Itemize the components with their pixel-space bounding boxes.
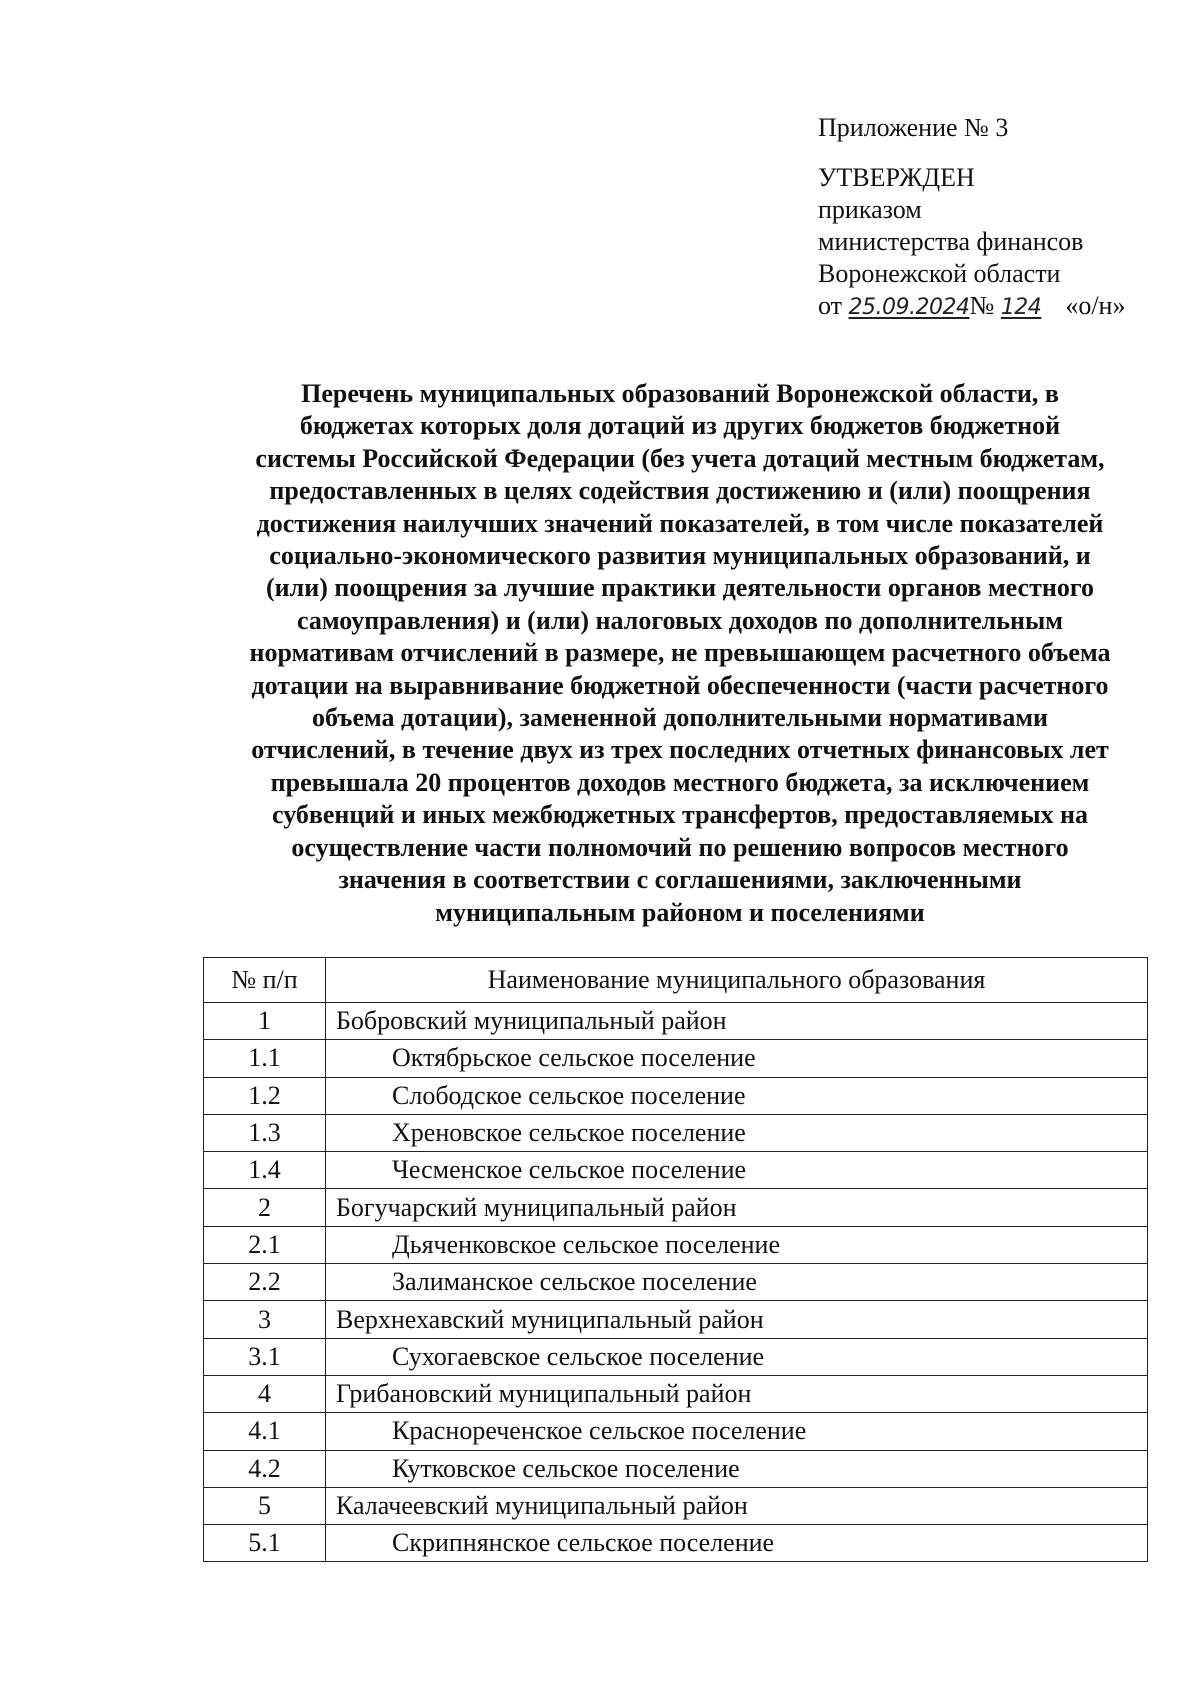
row-number: 2.2 (204, 1264, 326, 1301)
settlement-name: Краснореченское сельское поселение (326, 1413, 1148, 1450)
table-row (204, 1525, 1148, 1562)
title-line: системы Российской Федерации (без учета дотаций местным бюджетам, (255, 443, 1105, 473)
settlement-name: Чесменское сельское поселение (326, 1152, 1148, 1189)
district-name: Богучарский муниципальный район (326, 1189, 1148, 1226)
row-number: 3 (204, 1301, 326, 1338)
handwritten-number: 124 (1000, 295, 1042, 320)
row-number: 1.2 (204, 1077, 326, 1114)
row-number: 1.4 (204, 1152, 326, 1189)
row-number: 2.1 (204, 1226, 326, 1263)
row-number: 4 (204, 1375, 326, 1412)
order-suffix: «о/н» (1065, 291, 1126, 320)
table-header-row (204, 958, 1148, 1003)
table-row (204, 1189, 1148, 1226)
title-line: превышала 20 процентов доходов местного бюджета, за исключением (270, 767, 1090, 797)
row-number: 5.1 (204, 1525, 326, 1562)
district-name: Калачеевский муниципальный район (326, 1487, 1148, 1524)
row-number: 4.1 (204, 1413, 326, 1450)
title-line: социально-экономического развития муниципальных образований, и (269, 541, 1091, 571)
title-line: предоставленных в целях содействия достижению и (или) поощрения (269, 476, 1091, 506)
title-line: самоуправления) и (или) налоговых доходов по дополнительным (297, 605, 1063, 635)
table-row (204, 1226, 1148, 1263)
table-row (204, 1375, 1148, 1412)
settlement-name: Октябрьское сельское поселение (326, 1040, 1148, 1077)
table-row (204, 1487, 1148, 1524)
title-line: Перечень муниципальных образований Воронежской области, в (301, 379, 1059, 408)
table-row (204, 1264, 1148, 1301)
row-number: 1.3 (204, 1114, 326, 1151)
approved-label: УТВЕРЖДЕН (818, 163, 975, 192)
row-number: 1 (204, 1003, 326, 1040)
municipalities-table (203, 957, 1148, 1562)
row-number: 2 (204, 1189, 326, 1226)
row-number: 1.1 (204, 1040, 326, 1077)
title-line: нормативам отчислений в размере, не превышающем расчетного объема (249, 638, 1111, 668)
title-line: (или) поощрения за лучшие практики деятельности органов местного (266, 573, 1094, 603)
approval-date-line (818, 290, 1125, 324)
title-line: значения в соответствии с соглашениями, заключенными (338, 865, 1022, 895)
title-line: осуществление части полномочий по решению вопросов местного (291, 832, 1069, 862)
table-row (204, 1450, 1148, 1487)
settlement-name: Кутковское сельское поселение (326, 1450, 1148, 1487)
table-row (204, 1152, 1148, 1189)
table-body (204, 1003, 1148, 1562)
table-row (204, 1003, 1148, 1040)
title-line: достижения наилучших значений показателей, в том числе показателей (256, 508, 1104, 538)
approval-line-1: приказом (818, 195, 922, 224)
settlement-name: Слободское сельское поселение (326, 1077, 1148, 1114)
district-name: Верхнехавский муниципальный район (326, 1301, 1148, 1338)
district-name: Бобровский муниципальный район (326, 1003, 1148, 1040)
approval-block (818, 112, 1125, 324)
settlement-name: Дьяченковское сельское поселение (326, 1226, 1148, 1263)
from-prefix: от (818, 291, 843, 320)
settlement-name: Хреновское сельское поселение (326, 1114, 1148, 1151)
table-row (204, 1077, 1148, 1114)
title-line: субвенций и иных межбюджетных трансфертов, предоставляемых на (272, 800, 1088, 830)
title-line: отчислений, в течение двух из трех последних отчетных финансовых лет (251, 735, 1109, 765)
appendix-label: Приложение № 3 (818, 113, 1009, 142)
table-row (204, 1413, 1148, 1450)
number-sign: № (969, 291, 995, 320)
document-title (190, 378, 1170, 929)
approval-line-3: Воронежской области (818, 259, 1061, 288)
table-row (204, 1338, 1148, 1375)
header-name: Наименование муниципального образования (326, 958, 1148, 1003)
row-number: 5 (204, 1487, 326, 1524)
header-number: № п/п (204, 958, 326, 1003)
title-line: объема дотации), замененной дополнительными нормативами (311, 703, 1049, 733)
row-number: 3.1 (204, 1338, 326, 1375)
row-number: 4.2 (204, 1450, 326, 1487)
title-line: бюджетах которых доля дотаций из других бюджетов бюджетной (299, 411, 1061, 441)
settlement-name: Скрипнянское сельское поселение (326, 1525, 1148, 1562)
table-row (204, 1114, 1148, 1151)
settlement-name: Залиманское сельское поселение (326, 1264, 1148, 1301)
approval-line-2: министерства финансов (818, 227, 1084, 256)
district-name: Грибановский муниципальный район (326, 1375, 1148, 1412)
settlement-name: Сухогаевское сельское поселение (326, 1338, 1148, 1375)
handwritten-date: 25.09.2024 (848, 295, 970, 320)
title-line: муниципальным районом и поселениями (435, 897, 925, 927)
title-line: дотации на выравнивание бюджетной обеспеченности (части расчетного (251, 670, 1109, 700)
table-row (204, 1301, 1148, 1338)
table-row (204, 1040, 1148, 1077)
